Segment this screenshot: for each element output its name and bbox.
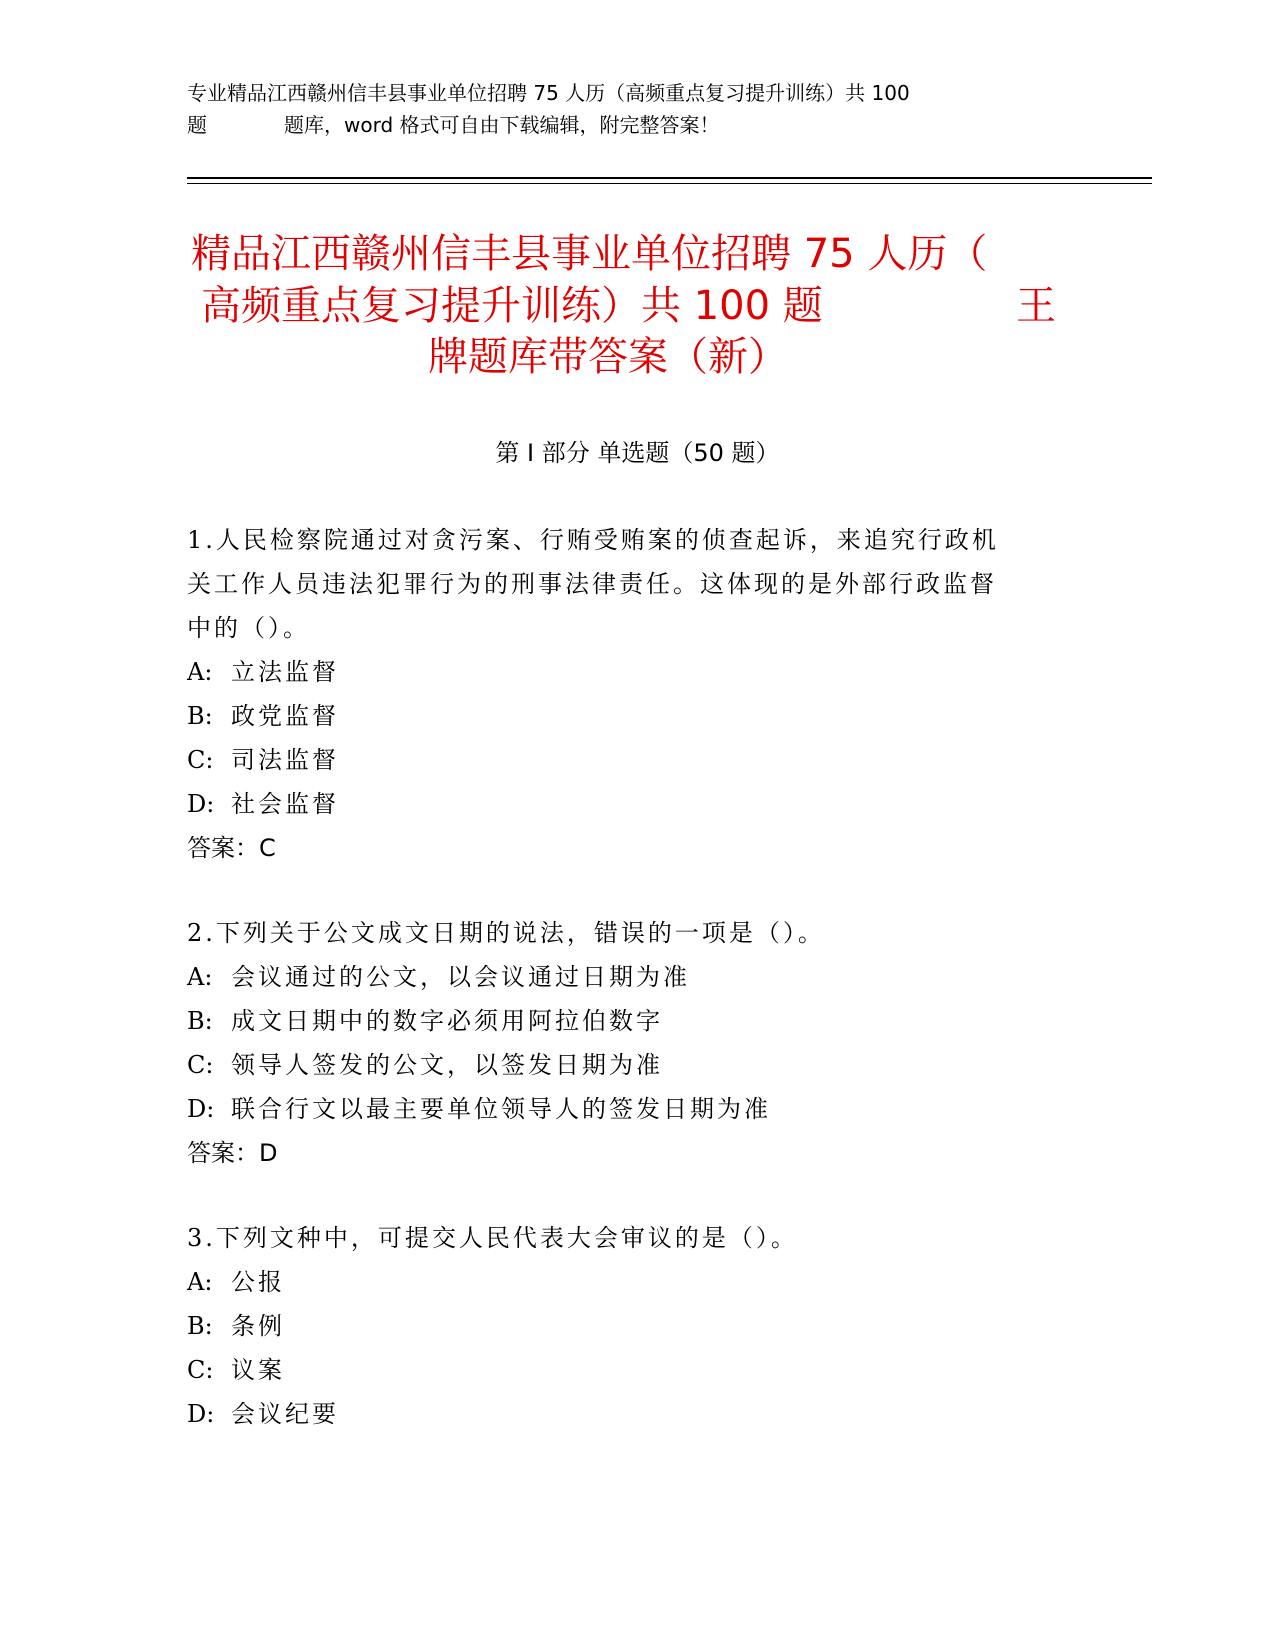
question-2-option-a [187, 961, 690, 993]
option-text: 联合行文以最主要单位领导人的签发日期为准 [231, 1095, 771, 1123]
option-text: 政党监督 [231, 702, 339, 730]
question-2-answer: 答案：D [187, 1139, 278, 1167]
option-label: B: [187, 1312, 213, 1340]
document-title-line-2-tail: 王 [1016, 283, 1056, 329]
option-text: 社会监督 [231, 790, 339, 818]
header-line-2-prefix: 题 [187, 113, 207, 137]
option-text: 条例 [231, 1312, 285, 1340]
option-label: B: [187, 702, 213, 730]
question-1-answer: 答案：C [187, 834, 276, 862]
question-2-stem-line-1: 2.下列关于公文成文日期的说法，错误的一项是（）。 [187, 919, 825, 947]
document-title-line-1: 精品江西赣州信丰县事业单位招聘 75 人历（ [191, 231, 988, 277]
option-text: 会议通过的公文，以会议通过日期为准 [231, 963, 690, 991]
document-title-line-3: 牌题库带答案（新） [428, 334, 788, 380]
header-line-2-text: 题库，word 格式可自由下载编辑，附完整答案！ [284, 113, 720, 137]
question-1-stem-line-3: 中的（）。 [187, 614, 310, 642]
header-line-2 [187, 109, 1067, 141]
option-text: 立法监督 [231, 658, 339, 686]
option-text: 司法监督 [231, 746, 339, 774]
option-label: C: [187, 1051, 214, 1079]
question-2-option-d [187, 1093, 771, 1125]
question-2-option-b [187, 1005, 663, 1037]
header-line-1: 专业精品江西赣州信丰县事业单位招聘 75 人历（高频重点复习提升训练）共 100 [187, 81, 910, 105]
option-text: 议案 [231, 1356, 285, 1384]
question-1-stem-line-2: 关工作人员违法犯罪行为的刑事法律责任。这体现的是外部行政监督 [187, 570, 997, 598]
document-title-line-2: 高频重点复习提升训练）共 100 题 [201, 283, 823, 329]
section-heading: 第 I 部分 单选题（50 题） [495, 439, 780, 467]
question-3-stem-line-1: 3.下列文种中，可提交人民代表大会审议的是（）。 [187, 1224, 798, 1252]
question-1-stem-line-1: 1.人民检察院通过对贪污案、行贿受贿案的侦查起诉，来追究行政机 [187, 526, 999, 554]
question-2-option-c [187, 1049, 663, 1081]
option-label: A: [187, 1268, 213, 1296]
question-1-option-a [187, 656, 339, 688]
option-text: 领导人签发的公文，以签发日期为准 [231, 1051, 663, 1079]
option-label: D: [187, 1400, 215, 1428]
question-3-option-b [187, 1310, 285, 1342]
option-text: 会议纪要 [231, 1400, 339, 1428]
question-3-option-c [187, 1354, 285, 1386]
question-3-option-d [187, 1398, 339, 1430]
option-label: A: [187, 658, 213, 686]
question-1-option-b [187, 700, 339, 732]
option-label: A: [187, 963, 213, 991]
question-1-option-c [187, 744, 339, 776]
option-text: 公报 [231, 1268, 285, 1296]
option-label: B: [187, 1007, 213, 1035]
option-text: 成文日期中的数字必须用阿拉伯数字 [231, 1007, 663, 1035]
option-label: C: [187, 746, 214, 774]
question-1-option-d [187, 788, 339, 820]
header-rule-thin [187, 183, 1152, 184]
option-label: C: [187, 1356, 214, 1384]
option-label: D: [187, 790, 215, 818]
header-rule-thick [187, 177, 1152, 179]
option-label: D: [187, 1095, 215, 1123]
question-3-option-a [187, 1266, 285, 1298]
